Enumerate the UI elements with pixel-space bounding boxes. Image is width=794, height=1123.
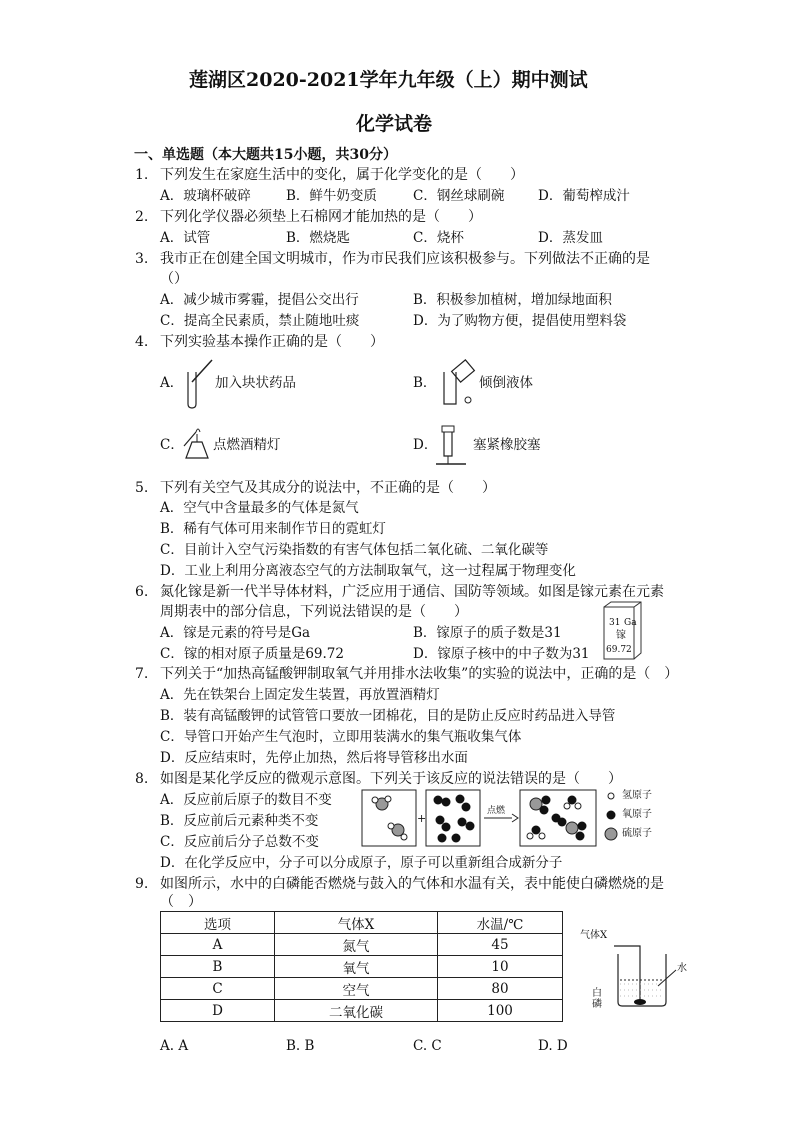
table-cell: B — [161, 956, 275, 978]
add-solid-reagent-icon — [182, 358, 216, 410]
label-white-phosphorus: 白磷 — [592, 988, 602, 1010]
question-number: 5. — [135, 480, 149, 496]
element-mass: 69.72 — [606, 645, 632, 655]
option-c: C．提高全民素质，禁止随地吐痰 — [160, 313, 360, 329]
question-stem: 下列实验基本操作正确的是（ ） — [160, 334, 384, 350]
option-d: D． — [413, 437, 438, 453]
option-a: A．减少城市雾霾，提倡公交出行 — [160, 292, 359, 308]
option-a: A．镓是元素的符号是Ga — [160, 625, 311, 641]
option-a: A．玻璃杯破碎 — [160, 188, 251, 204]
table-cell: 氮气 — [275, 934, 438, 956]
option-b-label: 倾倒液体 — [479, 375, 533, 391]
q9-table — [160, 911, 563, 1022]
reaction-condition: 点燃 — [487, 806, 506, 816]
table-cell: 二氧化碳 — [275, 1000, 438, 1022]
pour-liquid-icon — [434, 360, 476, 408]
question-stem: 氮化镓是新一代半导体材料，广泛应用于通信、国防等领域。如图是镓元素在元素 — [160, 584, 664, 600]
table-row — [161, 956, 563, 978]
element-name: 镓 — [616, 630, 626, 641]
option-d: D．反应结束时，先停止加热，然后将导管移出水面 — [160, 750, 468, 766]
option-a: A．试管 — [160, 230, 211, 246]
question-number: 4. — [135, 334, 149, 350]
option-c: C．导管口开始产生气泡时，立即用装满水的集气瓶收集气体 — [160, 729, 522, 745]
question-stem: 下列化学仪器必须垫上石棉网才能加热的是（ ） — [160, 209, 482, 225]
option-c: C．镓的相对原子质量是69.72 — [160, 646, 344, 662]
option-a: A．空气中含量最多的气体是氮气 — [160, 500, 359, 516]
legend-hydrogen: 氢原子 — [622, 790, 652, 801]
question-number: 6. — [135, 584, 149, 600]
option-c: C．烧杯 — [413, 230, 464, 246]
option-c-label: 点燃酒精灯 — [213, 437, 281, 453]
table-cell: 氧气 — [275, 956, 438, 978]
question-stem: 我市正在创建全国文明城市，作为市民我们应该积极参与。下列做法不正确的是 — [160, 251, 650, 267]
option-b: B．稀有气体可用来制作节日的霓虹灯 — [160, 521, 386, 537]
option-b: B．鲜牛奶变质 — [286, 188, 377, 204]
table-header-row — [161, 912, 563, 934]
option-c: C．目前计入空气污染指数的有害气体包括二氧化硫、二氧化碳等 — [160, 542, 549, 558]
page-subtitle: 化学试卷 — [356, 113, 433, 135]
question-stem: 下列关于“加热高锰酸钾制取氧气并用排水法收集”的实验的说法中，正确的是（ ） — [160, 666, 679, 682]
question-stem: 如图所示，水中的白磷能否燃烧与鼓入的气体和水温有关，表中能使白磷燃烧的是 — [160, 876, 664, 892]
option-b: B． — [413, 375, 437, 391]
question-number: 8. — [135, 771, 149, 787]
option-d: D．为了购物方便，提倡使用塑料袋 — [413, 313, 627, 329]
option-d: D．工业上利用分离液态空气的方法制取氧气，这一过程属于物理变化 — [160, 563, 576, 579]
option-d: D．在化学反应中，分子可以分成原子，原子可以重新组合成新分子 — [160, 855, 563, 871]
option-b: B．反应前后元素种类不变 — [160, 813, 319, 829]
legend-oxygen: 氧原子 — [622, 809, 652, 820]
h2s-molecule — [372, 796, 391, 810]
question-stem: 如图是某化学反应的微观示意图。下列关于该反应的说法错误的是（ ） — [160, 771, 622, 787]
table-header: 水温/℃ — [438, 912, 563, 934]
question-number: 9. — [135, 876, 149, 892]
option-d: D．葡萄榨成汁 — [538, 188, 630, 204]
table-cell: A — [161, 934, 275, 956]
table-header: 选项 — [161, 912, 275, 934]
label-water: 水 — [677, 963, 687, 974]
legend-sulfur: 硫原子 — [622, 828, 652, 839]
beaker-apparatus — [612, 940, 682, 1010]
question-stem: 下列发生在家庭生活中的变化，属于化学变化的是（ ） — [160, 167, 524, 183]
question-stem-cont: 周期表中的部分信息，下列说法错误的是（ ） — [160, 604, 468, 620]
table-header: 气体X — [275, 912, 438, 934]
table-row — [161, 1000, 563, 1022]
question-stem-cont: （） — [160, 271, 188, 287]
element-symbol: Ga — [624, 618, 637, 628]
question-stem-cont: （ ） — [160, 894, 202, 910]
table-row — [161, 934, 563, 956]
option-c: C．钢丝球刷碗 — [413, 188, 505, 204]
option-b: B．积极参加植树，增加绿地面积 — [413, 292, 612, 308]
option-c: C．反应前后分子总数不变 — [160, 834, 319, 850]
insert-stopper-icon — [434, 420, 468, 466]
table-cell: 100 — [438, 1000, 563, 1022]
plus-sign: + — [417, 812, 427, 825]
option-a: A. A — [160, 1038, 189, 1054]
table-cell: 80 — [438, 978, 563, 1000]
question-number: 1. — [135, 167, 149, 183]
reaction-micro-diagram — [360, 786, 600, 850]
option-b: B．镓原子的质子数是31 — [413, 625, 562, 641]
question-number: 2. — [135, 209, 149, 225]
option-a: A．先在铁架台上固定发生装置，再放置酒精灯 — [160, 687, 440, 703]
option-b: B. B — [286, 1038, 315, 1054]
table-row — [161, 978, 563, 1000]
table-cell: D — [161, 1000, 275, 1022]
question-number: 7. — [135, 666, 149, 682]
option-d: D．镓原子核中的中子数为31 — [413, 646, 590, 662]
option-c: C． — [160, 437, 184, 453]
legend-marks — [604, 791, 618, 841]
option-b: B．燃烧匙 — [286, 230, 350, 246]
table-cell: 10 — [438, 956, 563, 978]
table-cell: 45 — [438, 934, 563, 956]
h2s-molecule — [388, 823, 407, 840]
option-a: A． — [160, 375, 184, 391]
question-stem: 下列有关空气及其成分的说法中，不正确的是（ ） — [160, 480, 496, 496]
table-cell: C — [161, 978, 275, 1000]
label-gas-x: 气体X — [580, 930, 608, 941]
light-alcohol-lamp-icon — [180, 424, 214, 460]
option-d-label: 塞紧橡胶塞 — [473, 437, 541, 453]
table-cell: 空气 — [275, 978, 438, 1000]
option-b: B．装有高锰酸钾的试管管口要放一团棉花，目的是防止反应时药品进入导管 — [160, 708, 616, 724]
question-number: 3. — [135, 251, 149, 267]
page-title: 莲湖区2020-2021学年九年级（上）期中测试 — [189, 69, 588, 91]
element-number: 31 — [609, 618, 621, 628]
option-a-label: 加入块状药品 — [215, 375, 296, 391]
option-a: A．反应前后原子的数目不变 — [160, 792, 332, 808]
option-c: C. C — [413, 1038, 442, 1054]
option-d: D. D — [538, 1038, 568, 1054]
section-heading: 一、单选题（本大题共15小题，共30分） — [134, 147, 397, 163]
option-d: D．蒸发皿 — [538, 230, 603, 246]
